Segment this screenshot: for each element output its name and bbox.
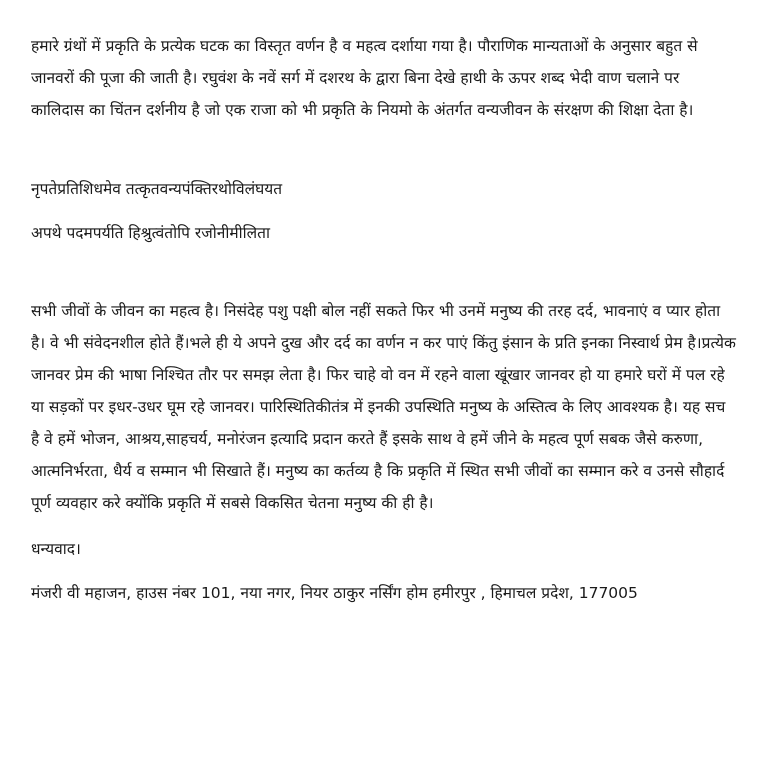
- closing-thanks: धन्यवाद।: [31, 540, 81, 558]
- intro-paragraph: हमारे ग्रंथों में प्रकृति के प्रत्येक घटक का विस्तृत वर्णन है व महत्व दर्शाया गया है। पौराणिक मान्यताओं के अनुसार बहुत से जानवरों की पूजा की जाती है। रघुवंश के नवें सर्ग में दशरथ के द्वारा बिना देखे हाथी के ऊपर शब्द भेदी वाण चलाने पर कालिदास का चिंतन दर्शनीय है जो एक राजा को भी प्रकृति के नियमो के अंतर्गत वन्यजीवन के संरक्षण की शिक्षा देता है।: [31, 37, 698, 119]
- verse-line-2: अपथे पदमपर्यति हिश्रुत्वंतोपि रजोनीमीलिता: [31, 224, 271, 242]
- author-signature-address: मंजरी वी महाजन, हाउस नंबर 101, नया नगर, नियर ठाकुर नर्सिंग होम हमीरपुर , हिमाचल प्रदेश, 177005: [31, 584, 638, 602]
- verse-line-1: नृपतेप्रतिशिधमेव तत्कृतवन्यपंक्तिरथोविलंघयत: [31, 180, 283, 198]
- body-paragraph: सभी जीवों के जीवन का महत्व है। निसंदेह पशु पक्षी बोल नहीं सकते फिर भी उनमें मनुष्य की तरह दर्द, भावनाएं व प्यार होता है। वे भी संवेदनशील होते हैं।भले ही ये अपने दुख और दर्द का वर्णन न कर पाएं किंतु इंसान के प्रति इनका निस्वार्थ प्रेम है।प्रत्येक जानवर प्रेम की भाषा निश्चित तौर पर समझ लेता है। फिर चाहे वो वन में रहने वाला खूंखार जानवर हो या हमारे घरों में पल रहे या सड़कों पर इधर-उधर घूम रहे जानवर। पारिस्थितिकीतंत्र में इनकी उपस्थिति मनुष्य के अस्तित्व के लिए आवश्यक है। यह सच है वे हमें भोजन, आश्रय,साहचर्य, मनोरंजन इत्यादि प्रदान करते हैं इसके साथ वे हमें जीने के महत्व पूर्ण सबक जैसे करुणा, आत्मनिर्भरता, धैर्य व सम्मान भी सिखाते हैं। मनुष्य का कर्तव्य है कि प्रकृति में स्थित सभी जीवों का सम्मान करे व उनसे सौहार्द पूर्ण व्यवहार करे क्योंकि प्रकृति में सबसे विकसित चेतना मनुष्य की ही है।: [31, 302, 736, 512]
